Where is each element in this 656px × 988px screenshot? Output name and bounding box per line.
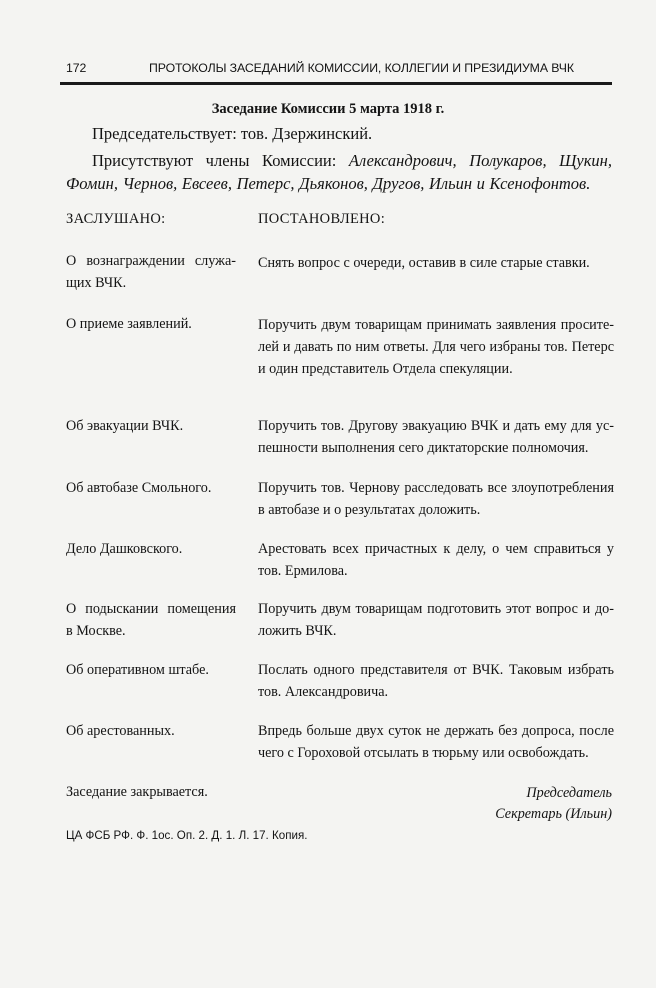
heard-line: Об эвакуации ВЧК. bbox=[66, 418, 184, 434]
header-rule bbox=[60, 82, 612, 85]
attendance-paragraph bbox=[66, 149, 612, 195]
heard-line: Об оперативном штабе. bbox=[66, 662, 209, 678]
heard-line: щих ВЧК. bbox=[66, 275, 127, 291]
resolved-line: в автобазе и о результатах доложить. bbox=[258, 502, 481, 518]
agenda-item-heard bbox=[66, 477, 236, 499]
running-title: ПРОТОКОЛЫ ЗАСЕДАНИЙ КОМИССИИ, КОЛЛЕГИИ И ПРЕЗИДИУМА ВЧК bbox=[149, 61, 574, 75]
session-title: Заседание Комиссии 5 марта 1918 г. bbox=[211, 101, 445, 117]
heard-line: Об автобазе Смольного. bbox=[66, 480, 212, 496]
heard-line: О подыскании помещения bbox=[66, 601, 236, 617]
agenda-item-heard bbox=[66, 720, 236, 742]
agenda-item-resolved bbox=[258, 720, 614, 764]
attendance-label: Присутствуют члены Комиссии: bbox=[92, 151, 337, 170]
agenda-item-resolved bbox=[258, 415, 614, 459]
agenda-item-heard bbox=[66, 313, 236, 335]
agenda-item-resolved bbox=[258, 477, 614, 521]
agenda-item-heard bbox=[66, 598, 236, 642]
agenda-item-heard bbox=[66, 538, 236, 560]
heard-line: Об арестованных. bbox=[66, 723, 175, 739]
secretary-signature: Секретарь (Ильин) bbox=[495, 806, 612, 822]
closing-statement: Заседание закрывается. bbox=[66, 784, 208, 800]
page-number: 172 bbox=[66, 61, 87, 75]
resolved-line: тов. Ермилова. bbox=[258, 563, 348, 579]
heard-column-heading: ЗАСЛУШАНО: bbox=[66, 211, 166, 227]
agenda-item-heard bbox=[66, 250, 236, 294]
resolved-line: Поручить тов. Другову эвакуацию ВЧК и дать ему для ус- bbox=[258, 418, 614, 434]
resolved-line: Впредь больше двух суток не держать без допроса, после bbox=[258, 723, 614, 739]
archive-source-note: ЦА ФСБ РФ. Ф. 1ос. Оп. 2. Д. 1. Л. 17. Копия. bbox=[66, 829, 308, 842]
resolved-line: ложить ВЧК. bbox=[258, 623, 337, 639]
resolved-line: Послать одного представителя от ВЧК. Таковым избрать bbox=[258, 662, 614, 678]
agenda-item-resolved bbox=[258, 252, 614, 274]
resolved-line: лей и давать по ним ответы. Для чего избраны тов. Петерс bbox=[258, 339, 614, 355]
resolved-line: пешности выполнения сего диктаторские полномочия. bbox=[258, 440, 589, 456]
agenda-item-resolved bbox=[258, 659, 614, 703]
heard-line: Дело Дашковского. bbox=[66, 541, 183, 557]
chairman-signature: Председатель bbox=[526, 785, 612, 801]
agenda-item-resolved bbox=[258, 314, 614, 380]
heard-line: О приеме заявлений. bbox=[66, 316, 192, 332]
agenda-item-heard bbox=[66, 659, 236, 681]
heard-line: в Москве. bbox=[66, 623, 126, 639]
attendance-members-2: Фомин, Чернов, Евсеев, Петерс, Дьяконов, Другов, Ильин и Ксенофонтов. bbox=[66, 174, 591, 193]
agenda-item-resolved bbox=[258, 598, 614, 642]
resolved-line: Поручить двум товарищам принимать заявления просите- bbox=[258, 317, 614, 333]
resolved-line: Поручить тов. Чернову расследовать все злоупотребления bbox=[258, 480, 614, 496]
attendance-members-1: Александрович, Полукаров, Щукин, bbox=[348, 151, 612, 170]
chair-line: Председательствует: тов. Дзержинский. bbox=[92, 124, 373, 143]
resolved-line: и один представитель Отдела спекуляции. bbox=[258, 361, 513, 377]
agenda-item-heard bbox=[66, 415, 236, 437]
resolved-line: Поручить двум товарищам подготовить этот вопрос и до- bbox=[258, 601, 614, 617]
resolved-line: чего с Гороховой отсылать в тюрьму или освобождать. bbox=[258, 745, 589, 761]
heard-line: О вознаграждении служа- bbox=[66, 253, 236, 269]
resolved-line: тов. Александровича. bbox=[258, 684, 389, 700]
resolved-line: Арестовать всех причастных к делу, о чем справиться у bbox=[258, 541, 614, 557]
resolved-column-heading: ПОСТАНОВЛЕНО: bbox=[258, 211, 386, 227]
resolved-line: Снять вопрос с очереди, оставив в силе старые ставки. bbox=[258, 255, 590, 271]
agenda-item-resolved bbox=[258, 538, 614, 582]
